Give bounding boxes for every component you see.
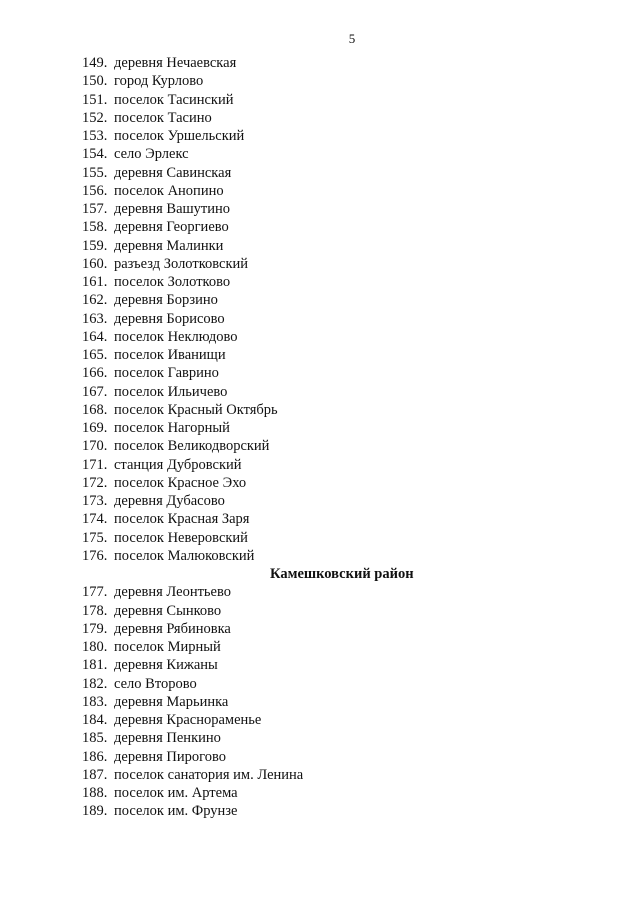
item-settlement-name: поселок Золотково (114, 274, 231, 290)
item-settlement-name: поселок Красная Заря (114, 511, 250, 528)
list-item (0, 383, 640, 401)
list-item (0, 237, 640, 255)
item-number: 173. (82, 493, 108, 509)
section-list-part2 (0, 583, 640, 820)
list-item (0, 72, 640, 90)
item-settlement-name: деревня Нечаевская (114, 55, 237, 71)
item-settlement-name: поселок Мирный (114, 639, 221, 655)
item-settlement-name: село Второво (114, 675, 197, 692)
item-settlement-name: деревня Дубасово (114, 493, 225, 509)
list-item (0, 401, 640, 419)
list-item (0, 291, 640, 309)
item-number: 155. (82, 164, 108, 181)
item-settlement-name: деревня Краснораменье (114, 712, 262, 728)
list-item (0, 456, 640, 474)
list-item (0, 529, 640, 547)
list-item (0, 328, 640, 346)
item-number: 169. (82, 420, 108, 436)
item-settlement-name: поселок Уршельский (114, 128, 245, 144)
item-settlement-name: деревня Борзино (114, 292, 218, 309)
item-settlement-name: поселок Тасинский (114, 91, 234, 108)
list-item (0, 437, 640, 455)
item-settlement-name: поселок Тасино (114, 109, 212, 126)
list-item (0, 346, 640, 364)
item-settlement-name: село Эрлекс (114, 146, 189, 163)
item-number: 172. (82, 474, 108, 491)
item-number: 180. (82, 639, 108, 655)
item-settlement-name: деревня Рябиновка (114, 620, 231, 637)
item-number: 176. (82, 547, 108, 564)
item-number: 170. (82, 438, 108, 455)
list-item (0, 310, 640, 328)
list-item (0, 620, 640, 638)
item-settlement-name: поселок Малюковский (114, 547, 255, 564)
list-item (0, 602, 640, 620)
item-number: 182. (82, 675, 108, 692)
list-item (0, 364, 640, 382)
list-item (0, 711, 640, 729)
item-number: 158. (82, 219, 108, 236)
item-number: 185. (82, 730, 108, 747)
item-number: 183. (82, 693, 108, 710)
item-settlement-name: поселок Ильичево (114, 383, 228, 400)
item-number: 189. (82, 803, 108, 820)
item-settlement-name: деревня Борисово (114, 310, 225, 327)
list-item (0, 54, 640, 72)
item-number: 179. (82, 620, 108, 637)
item-settlement-name: деревня Леонтьево (114, 584, 231, 601)
item-number: 168. (82, 401, 108, 418)
list-item (0, 145, 640, 163)
district-heading-row (0, 565, 640, 583)
item-number: 156. (82, 182, 108, 199)
district-heading: Камешковский район (270, 566, 414, 582)
list-item (0, 784, 640, 802)
item-number: 164. (82, 328, 108, 345)
list-item (0, 109, 640, 127)
page-number: 5 (348, 31, 356, 46)
list-item (0, 693, 640, 711)
item-settlement-name: деревня Пенкино (114, 730, 221, 747)
item-number: 153. (82, 128, 108, 144)
item-settlement-name: станция Дубровский (114, 456, 242, 473)
item-number: 149. (82, 55, 108, 71)
item-settlement-name: поселок Красный Октябрь (114, 401, 278, 418)
list-item (0, 273, 640, 291)
list-item (0, 218, 640, 236)
item-settlement-name: поселок Нагорный (114, 420, 230, 436)
list-item (0, 802, 640, 820)
item-settlement-name: поселок Красное Эхо (114, 474, 247, 491)
item-settlement-name: поселок им. Фрунзе (114, 803, 238, 820)
item-number: 184. (82, 712, 108, 728)
list-item (0, 510, 640, 528)
item-number: 161. (82, 274, 108, 290)
item-settlement-name: деревня Сынково (114, 602, 222, 619)
list-item (0, 127, 640, 145)
list-item (0, 164, 640, 182)
item-number: 150. (82, 73, 108, 90)
item-settlement-name: поселок Анопино (114, 182, 224, 199)
item-settlement-name: деревня Марьинка (114, 693, 229, 710)
list-item (0, 91, 640, 109)
settlement-list (0, 54, 640, 821)
section-list-part1 (0, 54, 640, 565)
list-item (0, 656, 640, 674)
item-settlement-name: деревня Савинская (114, 164, 232, 181)
item-number: 175. (82, 529, 108, 546)
item-number: 177. (82, 584, 108, 601)
list-item (0, 419, 640, 437)
item-settlement-name: поселок Неклюдово (114, 328, 238, 345)
item-settlement-name: деревня Малинки (114, 237, 224, 254)
list-item (0, 638, 640, 656)
list-item (0, 583, 640, 601)
item-settlement-name: поселок Неверовский (114, 529, 248, 546)
list-item (0, 474, 640, 492)
list-item (0, 492, 640, 510)
item-number: 160. (82, 255, 108, 272)
item-number: 154. (82, 146, 108, 163)
item-number: 167. (82, 383, 108, 400)
item-number: 181. (82, 657, 108, 674)
item-number: 188. (82, 785, 108, 801)
list-item (0, 766, 640, 784)
item-number: 151. (82, 91, 108, 108)
list-item (0, 547, 640, 565)
item-settlement-name: поселок Великодворский (114, 438, 270, 455)
item-number: 165. (82, 347, 108, 363)
item-number: 159. (82, 237, 108, 254)
item-settlement-name: поселок Гаврино (114, 365, 219, 382)
item-number: 171. (82, 456, 108, 473)
item-settlement-name: деревня Георгиево (114, 219, 229, 236)
list-item (0, 729, 640, 747)
item-settlement-name: город Курлово (114, 73, 204, 90)
item-number: 152. (82, 109, 108, 126)
item-settlement-name: поселок им. Артема (114, 785, 238, 801)
list-item (0, 255, 640, 273)
item-number: 186. (82, 748, 108, 765)
item-number: 178. (82, 602, 108, 619)
item-settlement-name: деревня Пирогово (114, 748, 226, 765)
item-number: 157. (82, 201, 108, 217)
list-item (0, 200, 640, 218)
item-settlement-name: поселок Иванищи (114, 347, 226, 363)
item-settlement-name: разъезд Золотковский (114, 255, 249, 272)
list-item (0, 675, 640, 693)
item-number: 174. (82, 511, 108, 528)
item-settlement-name: поселок санатория им. Ленина (114, 766, 304, 783)
item-number: 187. (82, 766, 108, 783)
item-number: 163. (82, 310, 108, 327)
list-item (0, 748, 640, 766)
item-number: 166. (82, 365, 108, 382)
item-number: 162. (82, 292, 108, 309)
list-item (0, 182, 640, 200)
item-settlement-name: деревня Кижаны (114, 657, 218, 674)
item-settlement-name: деревня Вашутино (114, 201, 231, 217)
